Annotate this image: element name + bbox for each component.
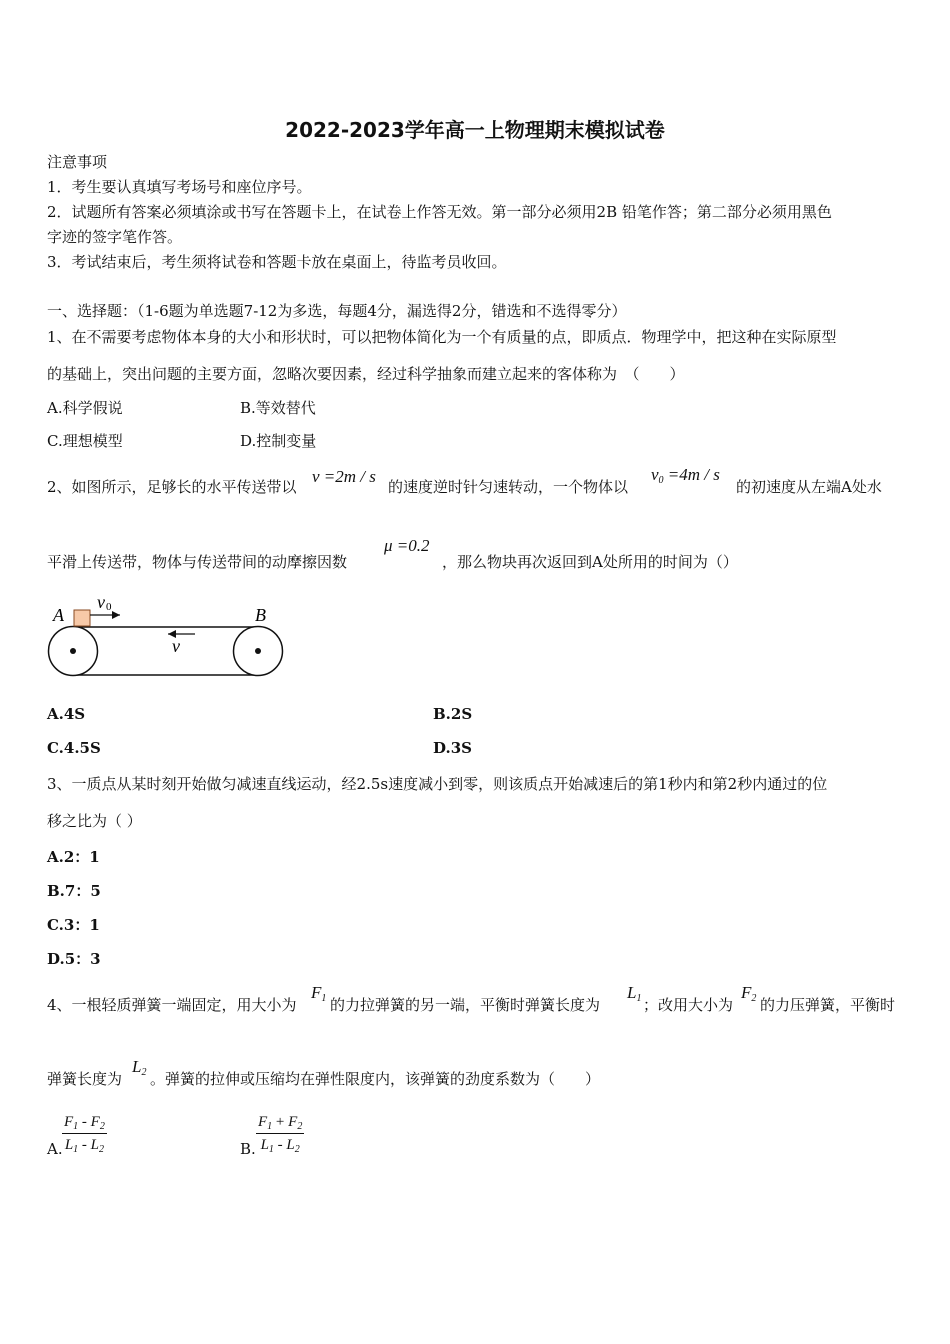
notice-item-1: 1．考生要认真填写考场号和座位序号。 <box>47 178 312 196</box>
q2-text-part5: ，那么物块再次返回到A处所用的时间为（） <box>442 553 738 571</box>
q2-option-a: A.4S <box>47 705 86 723</box>
q1-option-b: B.等效替代 <box>240 399 316 417</box>
notice-item-2-cont: 字迹的签字笔作答。 <box>47 228 183 246</box>
notice-heading: 注意事项 <box>47 153 108 171</box>
label-a: A <box>53 605 64 625</box>
q1-option-d: D.控制变量 <box>240 432 317 450</box>
page-title: 2022-2023学年高一上物理期末模拟试卷 <box>285 118 665 142</box>
q1-option-a: A.科学假说 <box>47 399 123 417</box>
q4-text-part3: ；改用大小为 <box>643 996 734 1014</box>
label-v0: v <box>97 592 105 612</box>
q4-length-l2: $L_2$ <box>132 1057 147 1078</box>
q4-text-part4: 的力压弹簧，平衡时 <box>760 996 896 1014</box>
q4-option-a-label: A. <box>47 1140 63 1158</box>
q4-text-part5: 弹簧长度为 <box>47 1070 123 1088</box>
q1-text-line1: 1、在不需要考虑物体本身的大小和形状时，可以把物体简化为一个有质量的点，即质点．物理学中，把这种在实际原型 <box>47 328 837 346</box>
q4-option-b-fraction: $\frac{F_1 + F_2}{L_1 - L_2}$ <box>258 1114 303 1155</box>
label-v: v <box>172 636 180 656</box>
q3-text-line1: 3、一质点从某时刻开始做匀减速直线运动，经2.5s速度减小到零，则该质点开始减速后的第1秒内和第2秒内通过的位 <box>47 775 828 793</box>
q3-option-b: B.7：5 <box>47 882 101 900</box>
label-v0-subscript: 0 <box>106 601 112 613</box>
q4-option-a-fraction: $\frac{F_1 - F_2}{L_1 - L_2}$ <box>64 1114 105 1155</box>
q2-option-c: C.4.5S <box>47 739 101 757</box>
q3-text-line2: 移之比为（ ） <box>47 812 142 830</box>
q2-text-part3: 的初速度从左端A处水 <box>736 478 882 496</box>
q4-text-part1: 4、一根轻质弹簧一端固定，用大小为 <box>47 996 297 1014</box>
q2-initial-speed: $v_0 =4m / s$ <box>651 465 720 486</box>
q4-force-f1: $F_1$ <box>311 983 327 1004</box>
q3-option-d: D.5：3 <box>47 950 101 968</box>
q2-belt-speed: v =2m / s <box>312 467 376 486</box>
q4-force-f2: $F_2$ <box>741 983 757 1004</box>
q3-option-a: A.2：1 <box>47 848 100 866</box>
q2-text-part2: 的速度逆时针匀速转动，一个物体以 <box>388 478 629 496</box>
q3-option-c: C.3：1 <box>47 916 100 934</box>
q4-option-b-label: B. <box>240 1140 256 1158</box>
q2-option-b: B.2S <box>433 705 473 723</box>
q2-text-part4: 平滑上传送带，物体与传送带间的动摩擦因数 <box>47 553 348 571</box>
label-b: B <box>255 605 266 625</box>
q1-text-line2: 的基础上，突出问题的主要方面，忽略次要因素，经过科学抽象而建立起来的客体称为 （ ） <box>47 365 685 383</box>
q1-option-c: C.理想模型 <box>47 432 123 450</box>
q2-text-part1: 2、如图所示，足够长的水平传送带以 <box>47 478 297 496</box>
q2-option-d: D.3S <box>433 739 472 757</box>
block <box>74 610 90 626</box>
q4-text-part2: 的力拉弹簧的另一端，平衡时弹簧长度为 <box>330 996 601 1014</box>
conveyor-belt-diagram <box>40 590 300 685</box>
notice-item-3: 3．考试结束后，考生须将试卷和答题卡放在桌面上，待监考员收回。 <box>47 253 507 271</box>
q2-friction-coefficient: μ =0.2 <box>384 536 430 555</box>
notice-item-2: 2．试题所有答案必须填涂或书写在答题卡上，在试卷上作答无效。第一部分必须用2B 铅笔作答；第二部分必须用黑色 <box>47 203 832 221</box>
q4-text-part6: 。弹簧的拉伸或压缩均在弹性限度内，该弹簧的劲度系数为（ ） <box>150 1070 601 1088</box>
section-heading: 一、选择题：（1-6题为单选题7-12为多选，每题4分，漏选得2分，错选和不选得零分） <box>47 302 627 320</box>
q4-length-l1: $L_1$ <box>627 983 642 1004</box>
